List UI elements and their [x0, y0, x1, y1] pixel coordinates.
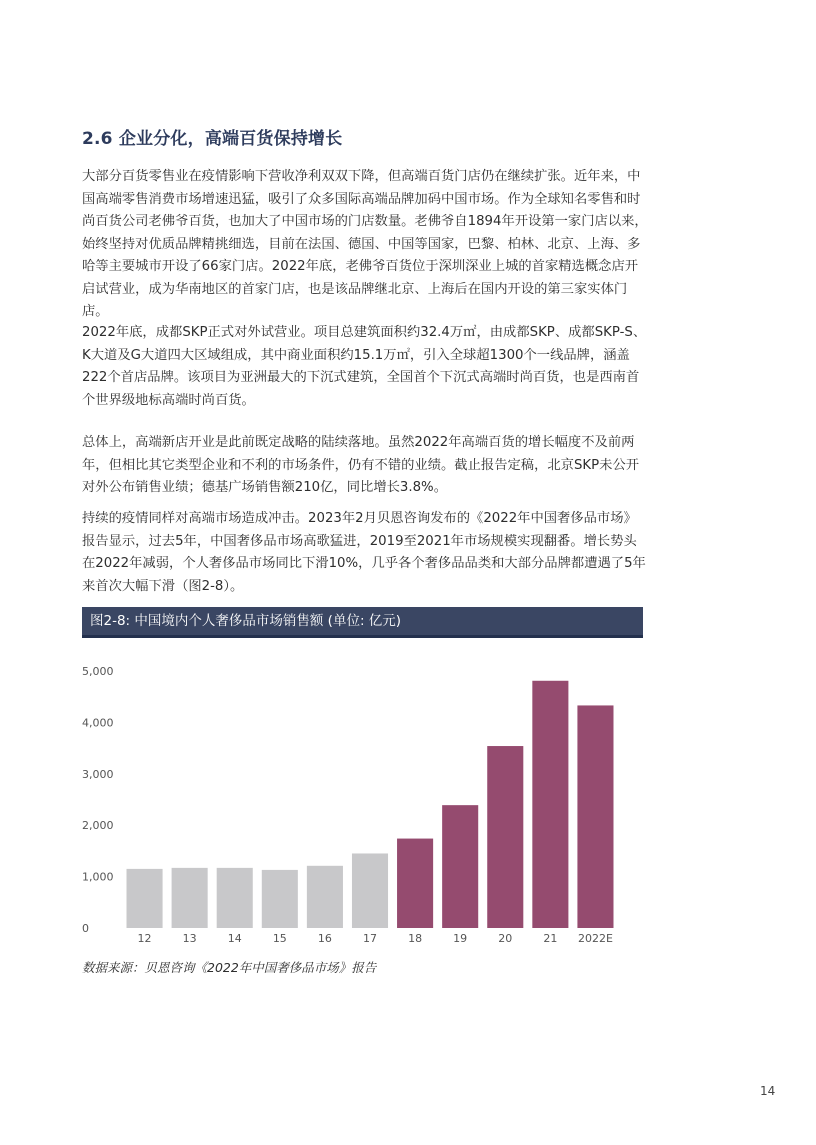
- bar-19: [442, 805, 478, 928]
- x-tick-label: 20: [498, 932, 513, 945]
- y-tick-label: 0: [82, 922, 89, 935]
- x-tick-label: 18: [408, 932, 423, 945]
- x-tick-label: 21: [543, 932, 558, 945]
- x-tick-label: 17: [363, 932, 377, 945]
- bar-15: [262, 870, 298, 928]
- bar-20: [487, 746, 523, 928]
- paragraph-2: 2022年底，成都SKP正式对外试营业。项目总建筑面积约32.4万㎡，由成都SKP、成都SKP-S、K大道及G大道四大区域组成，其中商业面积约15.1万㎡，引入全球超1300个一线品牌，涵盖222个首店品牌。该项目为亚洲最大的下沉式建筑，全国首个下沉式高端时尚百货，也是西南首个世界级地标高端时尚百货。: [82, 325, 647, 408]
- bar-12: [127, 869, 163, 928]
- bar-18: [397, 839, 433, 928]
- bar-21: [532, 681, 568, 928]
- y-tick-label: 4,000: [82, 716, 114, 730]
- bar-14: [217, 868, 253, 928]
- paragraph-1: 大部分百货零售业在疫情影响下营收净利双双下降，但高端百货门店仍在继续扩张。近年来，中国高端零售消费市场增速迅猛，吸引了众多国际高端品牌加码中国市场。作为全球知名零售和时尚百货公司老佛爷百货，也加大了中国市场的门店数量。老佛爷自1894年开设第一家门店以来，始终坚持对优质品牌精挑细选，目前在法国、德国、中国等国家，巴黎、柏林、北京、上海、多哈等主要城市开设了66家门店。2022年底，老佛爷百货位于深圳深业上城的首家精选概念店开启试营业，成为华南地区的首家门店，也是该品牌继北京、上海后在国内开设的第三家实体门店。: [82, 169, 648, 319]
- bar-17: [352, 853, 388, 928]
- paragraph-4: 持续的疫情同样对高端市场造成冲击。2023年2月贝恩咨询发布的《2022年中国奢侈品市场》报告显示，过去5年，中国奢侈品市场高歌猛进，2019至2021年市场规模实现翻番。增长势头在2022年减弱，个人奢侈品市场同比下滑10%，几乎各个奢侈品品类和大部分品牌都遭遇了5年来首次大幅下滑（图2-8）。: [82, 511, 646, 594]
- y-tick-label: 2,000: [82, 819, 114, 833]
- bar-13: [172, 868, 208, 928]
- section-heading: 2.6 企业分化，高端百货保持增长: [82, 129, 343, 149]
- bar-2022E: [577, 705, 613, 928]
- y-tick-label: 5,000: [82, 665, 114, 678]
- x-tick-label: 13: [182, 932, 197, 945]
- y-tick-label: 1,000: [82, 870, 114, 884]
- x-tick-label: 15: [272, 932, 287, 945]
- chart-title: 图2-8: 中国境内个人奢侈品市场销售额 (单位: 亿元): [90, 613, 402, 629]
- x-tick-label: 12: [137, 932, 152, 945]
- paragraph-3: 总体上，高端新店开业是此前既定战略的陆续落地。虽然2022年高端百货的增长幅度不及前两年，但相比其它类型企业和不利的市场条件，仍有不错的业绩。截止报告定稿，北京SKP未公开对外公布销售业绩；德基广场销售额210亿，同比增长3.8%。: [82, 435, 640, 495]
- x-tick-label: 14: [227, 932, 242, 945]
- y-tick-label: 3,000: [82, 767, 114, 781]
- x-tick-label: 19: [453, 932, 468, 945]
- x-tick-label: 16: [317, 932, 332, 945]
- page-number: 14: [760, 1084, 776, 1098]
- data-source-note: 数据来源：贝恩咨询《2022年中国奢侈品市场》报告: [82, 960, 377, 975]
- bar-16: [307, 866, 343, 928]
- x-tick-label: 2022E: [577, 932, 613, 945]
